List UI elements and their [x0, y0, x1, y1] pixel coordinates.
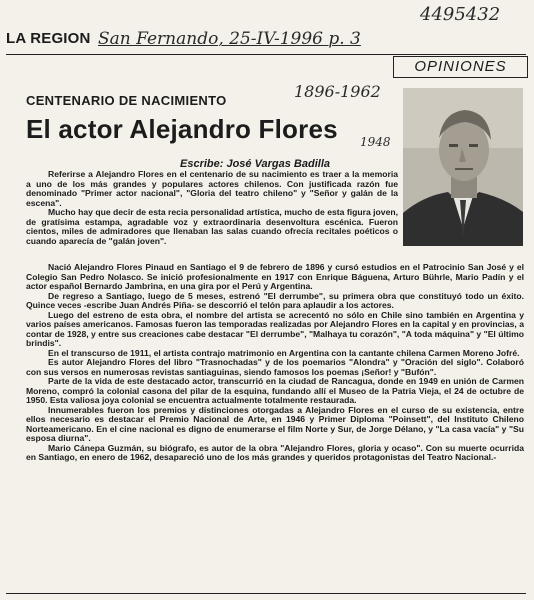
portrait-illustration [403, 88, 523, 246]
paragraph: Luego del estreno de esta obra, el nombre del artista se acrecentó no sólo en Chile sino también en Argentina y varios países americanos. Famosas fueron las temporadas realizadas por Alejandro Flores en la capital y en provincias, a contar de 1928, y entre sus creaciones cabe destacar "El derrumbe", "Malhaya tu corazón", "A toda máquina" y "El último brindis". [26, 309, 524, 348]
handwritten-year-note: 1948 [360, 135, 391, 149]
kicker: CENTENARIO DE NACIMIENTO [26, 93, 227, 108]
byline: Escribe: José Vargas Badilla [180, 158, 330, 170]
article-body-top [26, 170, 398, 246]
handwritten-dates: 1896-1962 [294, 82, 381, 101]
paragraph: Nació Alejandro Flores Pinaud en Santiago el 9 de febrero de 1896 y cursó estudios en el Patrocinio San José y el Colegio San Pedro Nolasco. Se inició profesionalmente en 1917 con Enrique Báguena, Arturo Bührle, Mario Padín y el actor español Bernardo Jambrina, en una gira por el Perú y Argentina. [26, 262, 524, 291]
paragraph: Es autor Alejandro Flores del libro "Trasnochadas" y de los poemarios "Alondra" y "Oración del siglo". Colaboró con sus versos en numerosas revistas santiaguinas, siendo famosos los poemas ¡Señor! y "Bufón". [26, 357, 524, 377]
portrait-photo [403, 88, 523, 246]
top-rule [6, 54, 526, 55]
handwritten-catalog-number: 4495432 [420, 4, 501, 25]
handwritten-source-note: San Fernando, 25-IV-1996 p. 3 [98, 29, 361, 49]
paragraph: Referirse a Alejandro Flores en el centenario de su nacimiento es traer a la memoria a uno de los más grandes y populares actores chilenos. Con justificada razón fue denominado "Primer actor nacional", "Gloria del teatro chileno" y "Señor y galán de la escena". [26, 169, 398, 208]
paragraph: Innumerables fueron los premios y distinciones otorgadas a Alejandro Flores en el curso de su existencia, entre ellos necesario es destacar el Premio Nacional de Arte, en 1946 y Primer Diploma "Poinsett", del Instituto Chileno Norteamericano. En el cine nacional es digno de enumerarse el film Norte y Sur, de Jorge Délano, y "La casa vacía" y "Su esposa diurna". [26, 404, 524, 443]
section-tag: OPINIONES [393, 56, 528, 78]
paragraph: De regreso a Santiago, luego de 5 meses, estrenó "El derrumbe", su primera obra que constituyó todo un éxito. Quince veces -escribe Juan Andrés Piña- se descorrió el telón para aplaudir a los actores. [26, 290, 524, 310]
masthead: LA REGION [6, 30, 91, 47]
paragraph: Mucho hay que decir de esta recia personalidad artística, mucho de esta figura joven, de gratísima estampa, agradable voz y extraordinaria desenvoltura escénica. Fueron cientos, miles de admiradores que llenaban las salas cuando ofrecía recitales poéticos o cuando aparecía de "galán joven". [26, 207, 398, 246]
headline: El actor Alejandro Flores [26, 114, 338, 144]
paragraph: Mario Cánepa Guzmán, su biógrafo, es autor de la obra "Alejandro Flores, gloria y ocaso". Con su muerte ocurrida en Santiago, en enero de 1962, desapareció uno de los más grandes y queridos protagonistas del Teatro Nacional.- [26, 442, 524, 462]
bottom-rule [6, 593, 526, 594]
article-body [26, 263, 524, 463]
paragraph: En el transcurso de 1911, el artista contrajo matrimonio en Argentina con la cantante chilena Carmen Moreno Jofré. [48, 347, 520, 358]
paragraph: Parte de la vida de este destacado actor, transcurrió en la ciudad de Rancagua, donde en 1949 en unión de Carmen Moreno, compró la colonial casona del pilar de la esquina, fundando allí el Museo de la Patria Vieja, el 24 de octubre de 1950. Esta valiosa joya colonial se encuentra actualmente totalmente restaurada. [26, 376, 524, 405]
